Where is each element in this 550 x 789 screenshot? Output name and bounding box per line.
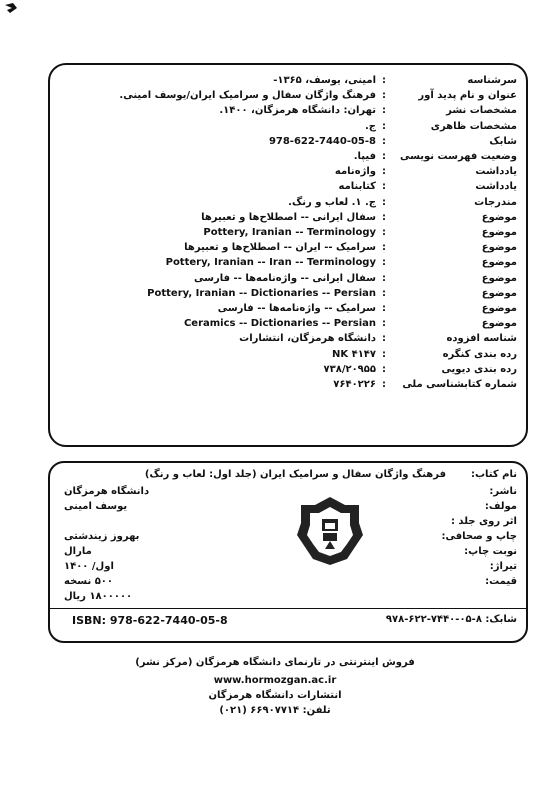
catalog-colon: :: [382, 257, 386, 269]
catalog-row: [50, 180, 526, 194]
catalog-value: واژه‌نامه: [334, 166, 376, 178]
catalog-value: Pottery, Iranian -- Iran -- Terminology: [165, 257, 376, 269]
catalog-row: [50, 211, 526, 225]
catalog-label: شناسه افزوده: [446, 333, 517, 345]
catalog-value: سفال ایرانی -- واژه‌نامه‌ها -- فارسی: [194, 272, 376, 284]
title-value: فرهنگ واژگان سفال و سرامیک ایران (جلد اول: لعاب و رنگ): [144, 469, 446, 480]
catalog-label: مشخصات ظاهری: [430, 120, 517, 132]
catalog-colon: :: [382, 318, 386, 330]
catalog-value: ۷۳۸/۲۰۹۵۵: [323, 363, 376, 375]
catalog-row: [50, 89, 526, 103]
catalog-label: موضوع: [481, 287, 517, 299]
book-info-box: [48, 461, 528, 643]
info-row: [50, 560, 526, 574]
catalog-row: [50, 256, 526, 270]
catalog-value: کتابنامه: [338, 181, 376, 193]
catalog-row: [50, 363, 526, 377]
catalog-colon: :: [382, 272, 386, 284]
catalog-colon: :: [382, 303, 386, 314]
university-emblem-icon: [295, 495, 365, 567]
info-label: نوبت چاپ:: [464, 546, 517, 557]
catalog-value: ج.: [364, 120, 376, 132]
catalog-value: NK ۴۱۴۷: [331, 348, 376, 360]
catalog-row: [50, 241, 526, 255]
catalog-colon: :: [382, 363, 386, 375]
catalog-label: موضوع: [481, 242, 517, 254]
catalog-colon: :: [382, 379, 386, 390]
info-row: [50, 575, 526, 589]
catalog-row: [50, 317, 526, 331]
catalog-row: [50, 378, 526, 392]
isbn-divider: [50, 608, 526, 609]
catalog-label: شماره کتابشناسی ملی: [402, 379, 517, 390]
catalog-colon: :: [382, 166, 386, 178]
phone-number: تلفن: ۶۶۹۰۷۷۱۴ (۰۲۱): [219, 705, 331, 716]
catalog-row: [50, 287, 526, 301]
info-value: ۵۰۰ نسخه: [64, 576, 113, 587]
catalog-label: مندرجات: [474, 196, 517, 208]
catalog-value: ۷۶۴۰۲۲۶: [333, 379, 376, 390]
catalog-value: امینی، یوسف، ۱۳۶۵-: [273, 75, 376, 86]
info-label: مولف:: [484, 501, 517, 512]
catalog-value: Pottery, Iranian -- Dictionaries -- Persian: [147, 287, 376, 299]
title-label: نام کتاب:: [470, 469, 517, 480]
catalog-row: [50, 302, 526, 316]
isbn-persian: شابک: ۸-۰۵-۷۴۴۰-۶۲۲-۹۷۸: [385, 614, 517, 625]
catalog-label: موضوع: [481, 211, 517, 223]
catalog-label: وضعیت فهرست نویسی: [399, 151, 517, 162]
catalog-value: فرهنگ واژگان سفال و سرامیک ایران/یوسف امینی.: [119, 90, 376, 102]
catalog-colon: :: [382, 120, 386, 132]
catalog-colon: :: [382, 135, 386, 147]
online-sale-note: فروش اینترنتی در تارنمای دانشگاه هرمزگان (مرکز نشر): [135, 657, 415, 668]
catalog-value: سرامیک -- واژه‌نامه‌ها -- فارسی: [217, 303, 376, 314]
catalog-label: یادداشت: [475, 166, 517, 178]
title-row: [50, 468, 526, 482]
catalog-value: Ceramics -- Dictionaries -- Persian: [183, 318, 376, 330]
catalog-colon: :: [382, 75, 386, 86]
catalog-row: [50, 272, 526, 286]
catalog-colon: :: [382, 287, 386, 299]
catalog-row: [50, 165, 526, 179]
catalog-label: شابک: [489, 135, 517, 147]
catalog-label: موضوع: [481, 303, 517, 314]
catalog-box: [48, 63, 528, 447]
catalog-label: موضوع: [481, 257, 517, 269]
catalog-row: [50, 150, 526, 164]
catalog-colon: :: [382, 90, 386, 102]
catalog-colon: :: [382, 196, 386, 208]
catalog-value: سفال ایرانی -- اصطلاح‌ها و تعبیرها: [201, 211, 376, 223]
catalog-row: [50, 120, 526, 134]
catalog-value: 978-622-7440-05-8: [268, 135, 376, 147]
catalog-label: رده بندی کنگره: [442, 348, 517, 360]
info-label: چاپ و صحافی:: [441, 531, 517, 542]
info-row: [50, 500, 526, 514]
catalog-label: موضوع: [481, 272, 517, 284]
website-url[interactable]: www.hormozgan.ac.ir: [213, 675, 337, 686]
catalog-label: سرشناسه: [467, 75, 517, 86]
catalog-colon: :: [382, 242, 386, 254]
info-label: ناشر:: [489, 486, 517, 497]
info-row: [50, 485, 526, 499]
isbn-english: ISBN: 978-622-7440-05-8: [72, 614, 228, 627]
catalog-value: دانشگاه هرمزگان، انتشارات: [239, 333, 376, 345]
info-value: دانشگاه هرمزگان: [64, 486, 150, 497]
catalog-label: یادداشت: [475, 181, 517, 193]
catalog-label: موضوع: [481, 318, 517, 330]
info-value: بهروز زیندشتی: [64, 531, 140, 542]
catalog-colon: :: [382, 105, 386, 117]
catalog-colon: :: [382, 211, 386, 223]
info-value: اول/ ۱۴۰۰: [64, 561, 114, 572]
info-row: [50, 530, 526, 544]
catalog-colon: :: [382, 151, 386, 162]
catalog-value: فیپا.: [353, 151, 376, 162]
catalog-value: سرامیک -- ایران -- اصطلاح‌ها و تعبیرها: [184, 242, 376, 254]
catalog-value: تهران: دانشگاه هرمزگان، ۱۴۰۰.: [219, 105, 376, 117]
info-row: [50, 590, 526, 604]
catalog-row: [50, 226, 526, 240]
catalog-row: [50, 74, 526, 88]
catalog-value: Pottery, Iranian -- Terminology: [203, 227, 376, 238]
info-value: ۱۸۰۰۰۰۰ ریال: [64, 591, 133, 602]
info-row: [50, 545, 526, 559]
info-row: [50, 515, 526, 529]
catalog-row: [50, 332, 526, 346]
catalog-colon: :: [382, 348, 386, 360]
catalog-label: عنوان و نام پدید آور: [418, 90, 517, 102]
info-value: مارال: [64, 546, 92, 557]
catalog-colon: :: [382, 333, 386, 345]
info-label: قیمت:: [485, 576, 517, 587]
catalog-label: موضوع: [481, 227, 517, 238]
info-label: اثر روی جلد :: [450, 516, 517, 527]
info-value: یوسف امینی: [64, 501, 128, 512]
catalog-colon: :: [382, 227, 386, 238]
catalog-label: مشخصات نشر: [446, 105, 517, 117]
corner-mark: [4, 2, 18, 14]
info-label: تیراژ:: [489, 561, 517, 572]
catalog-label: رده بندی دیویی: [441, 363, 517, 375]
catalog-value: ج. ۱. لعاب و رنگ.: [288, 196, 376, 208]
catalog-row: [50, 348, 526, 362]
publisher-name: انتشارات دانشگاه هرمزگان: [208, 690, 342, 701]
catalog-row: [50, 196, 526, 210]
catalog-row: [50, 135, 526, 149]
catalog-colon: :: [382, 181, 386, 193]
catalog-row: [50, 104, 526, 118]
